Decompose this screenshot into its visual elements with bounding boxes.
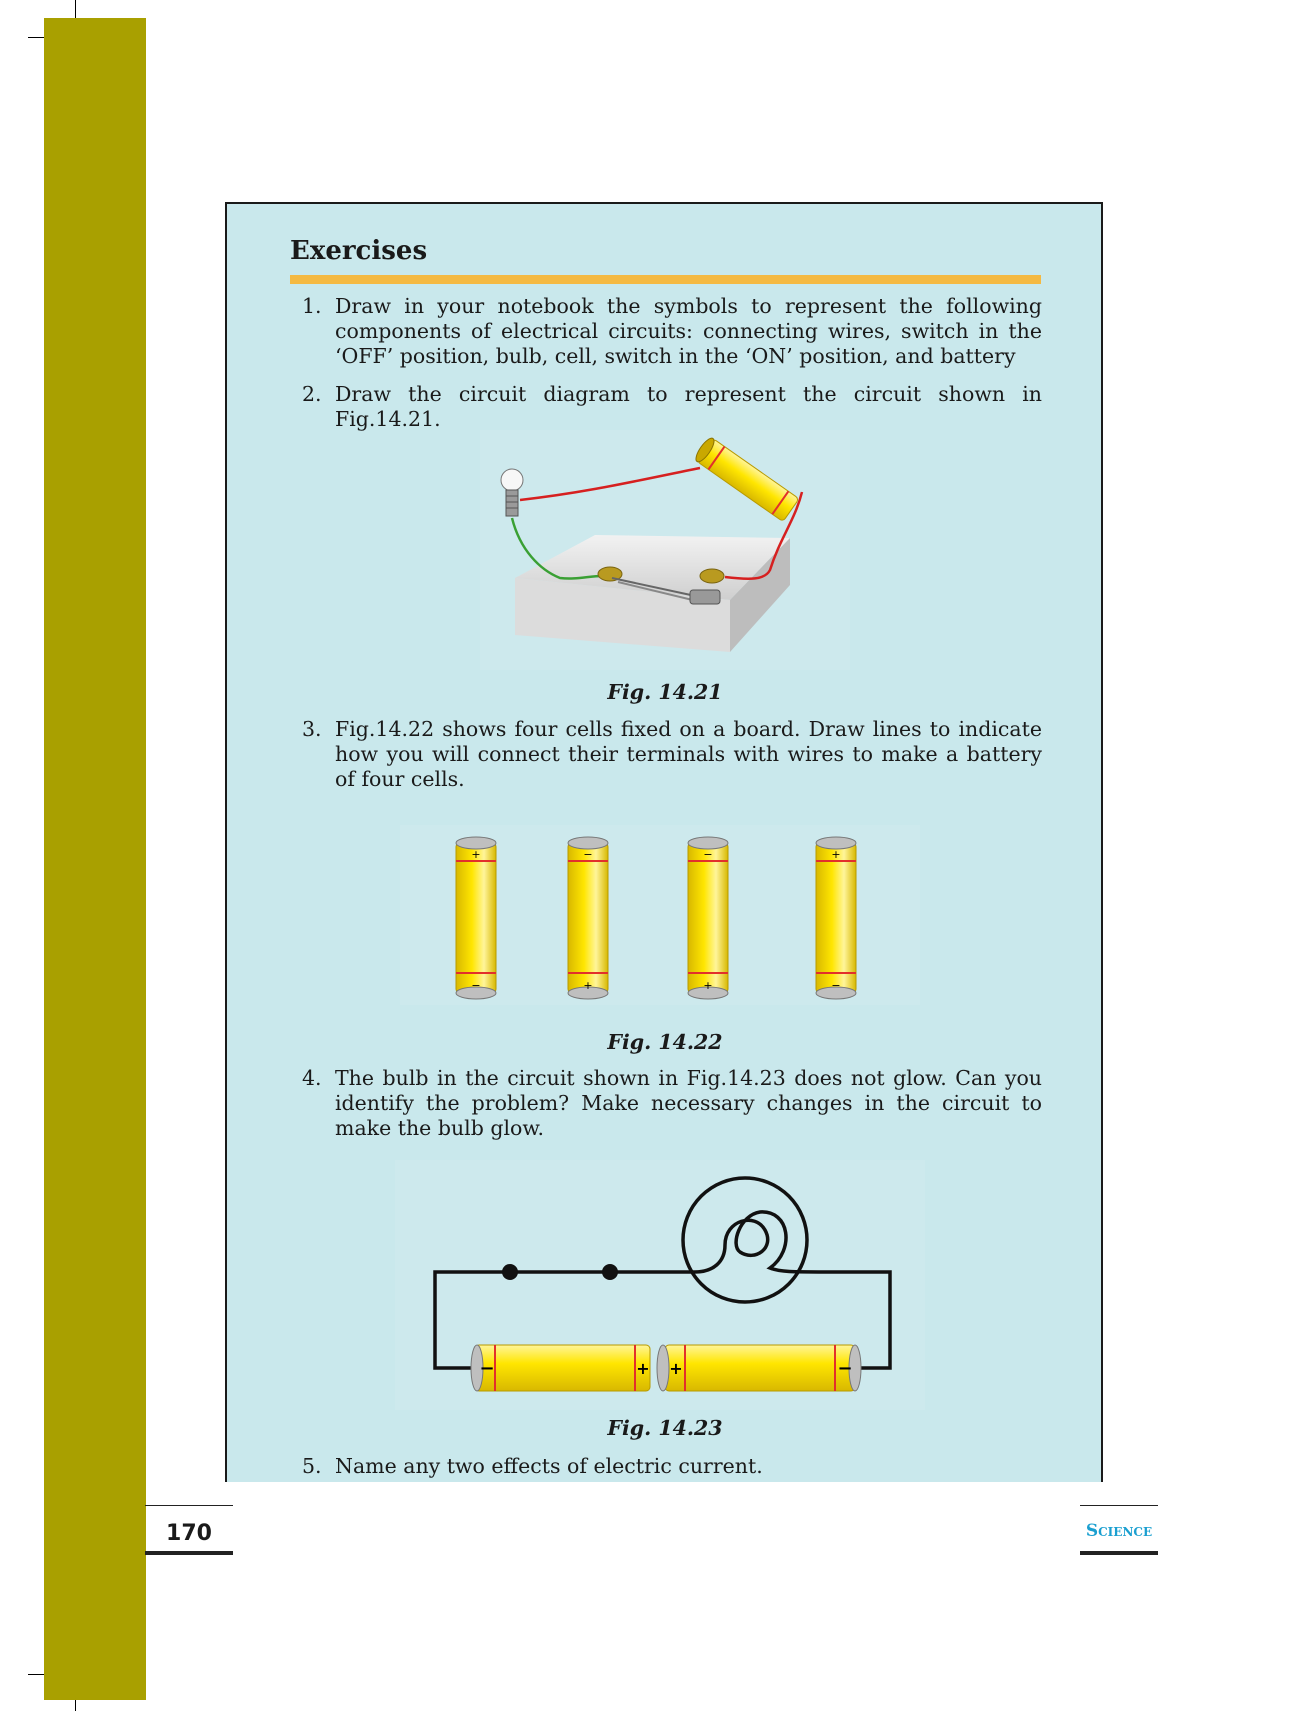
terminal-sign: +: [583, 979, 593, 992]
cell-left: [471, 1345, 650, 1391]
terminal-sign: +: [703, 979, 713, 992]
terminal-sign: +: [471, 848, 481, 861]
question-number: 2.: [302, 382, 322, 406]
question-1: [302, 294, 1042, 369]
question-number: 1.: [302, 294, 322, 318]
cell-3: [688, 837, 728, 999]
figure-14-22-four-cells: [400, 825, 920, 1005]
terminal-sign: −: [583, 848, 593, 861]
page-number: 170: [166, 1521, 212, 1546]
figure-caption: Fig. 14.21: [607, 680, 723, 704]
page-number-block: [145, 1505, 233, 1555]
heading-rule: [290, 275, 1041, 284]
question-4: [302, 1066, 1042, 1141]
question-text: Fig.14.22 shows four cells fixed on a board. Draw lines to indicate how you will connect their terminals with wires to make a battery of four cells.: [335, 717, 1042, 791]
drawing-pin: [700, 569, 724, 583]
question-2: [302, 382, 1042, 432]
question-3: [302, 717, 1042, 792]
terminal-sign: +: [636, 1359, 650, 1378]
terminal-sign: −: [831, 979, 841, 992]
terminal-sign: −: [471, 979, 481, 992]
switch-terminal: [602, 1264, 618, 1280]
cell-4: [816, 837, 856, 999]
cell-right: [657, 1345, 861, 1391]
side-color-bar: [44, 18, 146, 1700]
terminal-sign: +: [669, 1359, 683, 1378]
terminal-sign: −: [837, 1358, 853, 1379]
question-5: [302, 1454, 1042, 1479]
cell-1: [456, 837, 496, 999]
terminal-sign: −: [703, 848, 713, 861]
question-text: Draw the circuit diagram to represent the circuit shown in Fig.14.21.: [335, 382, 1042, 431]
book-title: Science: [1085, 1521, 1153, 1541]
figure-14-23-circuit-diagram: [395, 1160, 925, 1410]
terminal-sign: +: [831, 848, 841, 861]
book-title-block: [1080, 1505, 1158, 1555]
question-text: Name any two effects of electric current.: [335, 1454, 763, 1478]
figure-caption: Fig. 14.22: [607, 1030, 723, 1054]
question-number: 4.: [302, 1066, 322, 1090]
exercises-heading: Exercises: [290, 236, 428, 266]
question-text: The bulb in the circuit shown in Fig.14.23 does not glow. Can you identify the problem? Make necessary changes in the circuit to make the bulb glow.: [335, 1066, 1042, 1140]
question-number: 3.: [302, 717, 322, 741]
figure-14-21-circuit-photo: [480, 430, 850, 670]
cell-2: [568, 837, 608, 999]
switch-terminal: [502, 1264, 518, 1280]
question-number: 5.: [302, 1454, 322, 1478]
question-text: Draw in your notebook the symbols to represent the following components of electrical circuits: connecting wires, switch in the ‘OFF’ position, bulb, cell, switch in the ‘ON’ position, and battery: [335, 294, 1042, 368]
terminal-sign: −: [479, 1358, 495, 1379]
figure-caption: Fig. 14.23: [607, 1416, 723, 1440]
